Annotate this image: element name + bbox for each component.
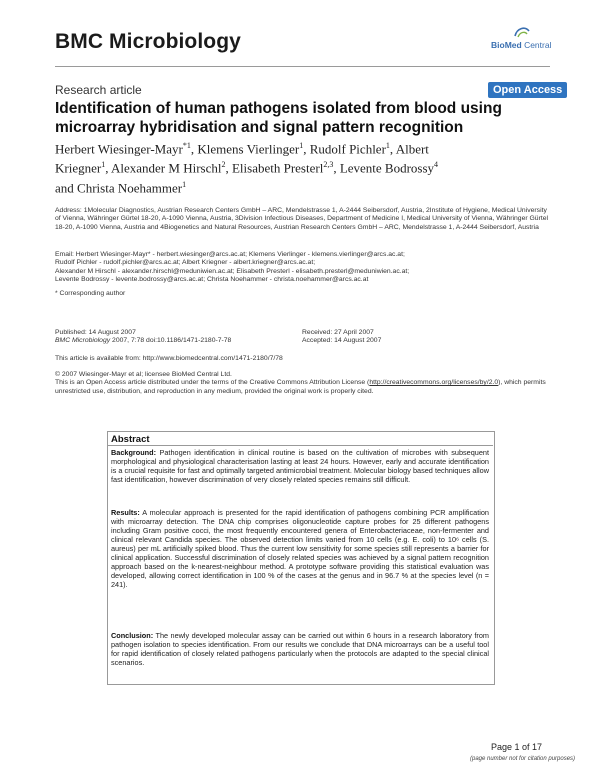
email-line[interactable]: Alexander M Hirschl - alexander.hirschl@meduniwien.ac.at; Elisabeth Presterl - elisabeth.presterl@meduniwien.ac.at; (55, 267, 410, 275)
author-name[interactable]: Alexander M Hirschl (111, 160, 222, 176)
background-label: Background: (111, 448, 156, 457)
abstract-results (111, 508, 489, 589)
email-line[interactable]: Email: Herbert Wiesinger-Mayr* - herbert.wiesinger@arcs.ac.at; Klemens Vierlinger - klemens.vierlinger@arcs.ac.at; (55, 251, 405, 258)
results-label: Results: (111, 508, 140, 517)
header-divider (55, 66, 550, 67)
author-affiliation: 1 (385, 141, 390, 150)
corresponding-author-note: * Corresponding author (55, 290, 126, 297)
biomed-central-logo[interactable] (491, 26, 551, 52)
journal-name: BMC Microbiology (55, 30, 241, 53)
author-affiliation: 2,3 (323, 160, 334, 170)
author-affiliation: 2 (221, 160, 226, 170)
received-date: Received: 27 April 2007 (302, 329, 374, 336)
author-name[interactable]: Rudolf Pichler (309, 141, 386, 157)
license-line (55, 379, 550, 396)
copyright-line: © 2007 Wiesinger-Mayr et al; licensee BioMed Central Ltd. (55, 371, 232, 378)
background-text: Pathogen identification in clinical routine is based on the cultivation of microbes with subsequent morphological and physiological characterisation lasting at least 24 hours. However, early and accurate identification is a crucial requisite for fast and optimally targeted antimicrobial treatment. Molecular biology based techniques allow fast identification, however discrimination of very closely related species remains still difficult. (111, 448, 489, 484)
author-name[interactable]: Elisabeth Presterl (231, 160, 324, 176)
email-line[interactable]: Rudolf Pichler - rudolf.pichler@arcs.ac.at; Albert Kriegner - albert.kriegner@arcs.ac.at; (55, 259, 316, 267)
abstract-divider (108, 445, 493, 446)
conclusion-label: Conclusion: (111, 631, 154, 640)
author-affiliation: 1 (299, 141, 304, 150)
citation (55, 337, 231, 345)
accepted-date: Accepted: 14 August 2007 (302, 337, 382, 345)
availability-url[interactable]: This article is available from: http://www.biomedcentral.com/1471-2180/7/78 (55, 355, 283, 362)
page-number-note: (page number not for citation purposes) (470, 756, 576, 762)
published-date: Published: 14 August 2007 (55, 329, 136, 336)
open-access-badge[interactable]: Open Access (488, 82, 567, 98)
submission-info (302, 329, 381, 346)
citation-details: 2007, 7:78 doi:10.1186/1471-2180-7-78 (110, 337, 232, 345)
abstract-background (111, 448, 489, 484)
publication-info (55, 329, 231, 346)
author-name[interactable]: Herbert Wiesinger-Mayr (55, 141, 183, 157)
author-addresses: Address: 1Molecular Diagnostics, Austrian Research Centers GmbH – ARC, Mendelstrasse 1, A-2444 Seibersdorf, Austria, 2Institute of Hygiene, Medical University of Vienna, Währinger Gürtel 18-20, A-1090 Vienna, Austria, 3Division Infectious Diseases, Department of Medicine I, Medical University of Vienna, Währinger Gürtel 18-20, A-1090 Vienna, Austria and 4Biogenetics and Natural Resources, Austrian Research Centers GmbH – ARC, Mendelstrasse 1, A-2444 Seibersdorf, Austria (55, 207, 549, 231)
author-affiliation: 1 (101, 160, 106, 170)
results-text: A molecular approach is presented for the rapid identification of pathogens combining PCR amplification with microarray detection. The DNA chip comprises oligonucleotide capture probes for 25 different pathogens including Gram positive cocci, the most frequently encountered genera of Enterobacteriaceae, non-fermenter and clinical relevant Candida species. The observed detection limits varied from 10 cells (e.g. E. coli) to 10⁶ cells (S. aureus) per mL artificially spiked blood. Thus the current low sensitivity for some species still represents a barrier for clinical application. Successful discrimination of closely related species was achieved by a signal pattern recognition approach based on the k-nearest-neighbour method. A prototype software providing this statistical evaluation was developed, allowing correct identification in 100 % of the cases at the genus and in 96.7 % at the species level (n = 241). (111, 508, 489, 589)
author-affiliation: *1 (182, 141, 191, 150)
page-number: Page 1 of 17 (491, 742, 543, 752)
email-list (55, 251, 550, 284)
license-text-end: ), which permits unrestricted use, distribution, and reproduction in any medium, provided the original work is properly cited. (55, 379, 546, 395)
logo-swirl-icon (513, 26, 531, 40)
author-name[interactable]: Klemens Vierlinger (197, 141, 300, 157)
license-link[interactable]: http://creativecommons.org/licenses/by/2.0 (369, 379, 499, 387)
abstract-conclusion (111, 631, 489, 667)
author-name[interactable]: Christa Noehammer (77, 179, 183, 195)
author-affiliation: 4 (434, 160, 439, 170)
copyright-notice (55, 371, 550, 396)
logo-text-bio: BioMed (491, 40, 522, 50)
article-type: Research article (55, 83, 142, 97)
logo-text-central: Central (521, 40, 552, 50)
author-name[interactable]: Levente Bodrossy (339, 160, 435, 176)
author-list: Herbert Wiesinger-Mayr$^{*1}$, Klemens Vierlinger$^1$, Rudolf Pichler$^1$, Albert Kriegner$^1$, Alexander M Hirschl$^2$, Elisabeth Presterl$^{2,3}$, Levente Bodrossy$^4$ and Christa Noehammer$^1$ (55, 141, 439, 195)
citation-journal: BMC Microbiology (55, 337, 111, 345)
license-text-start: This is an Open Access article distributed under the terms of the Creative Commons Attribution License ( (55, 379, 370, 387)
abstract-heading: Abstract (111, 434, 150, 445)
email-line[interactable]: Levente Bodrossy - levente.bodrossy@arcs.ac.at; Christa Noehammer - christa.noehammer@arcs.ac.at (55, 275, 369, 283)
article-title: Identification of human pathogens isolated from blood using microarray hybridisation and signal pattern recognition (55, 100, 502, 136)
conclusion-text: The newly developed molecular assay can be carried out within 6 hours in a research laboratory from pathogen isolation to species identification. From our results we conclude that DNA microarrays can be a useful tool for rapid identification of closely related pathogens particularly when the protocols are adapted to the special clinical scenarios. (111, 631, 489, 667)
author-name[interactable]: Albert Kriegner (55, 141, 429, 176)
author-affiliation: 1 (182, 179, 187, 189)
